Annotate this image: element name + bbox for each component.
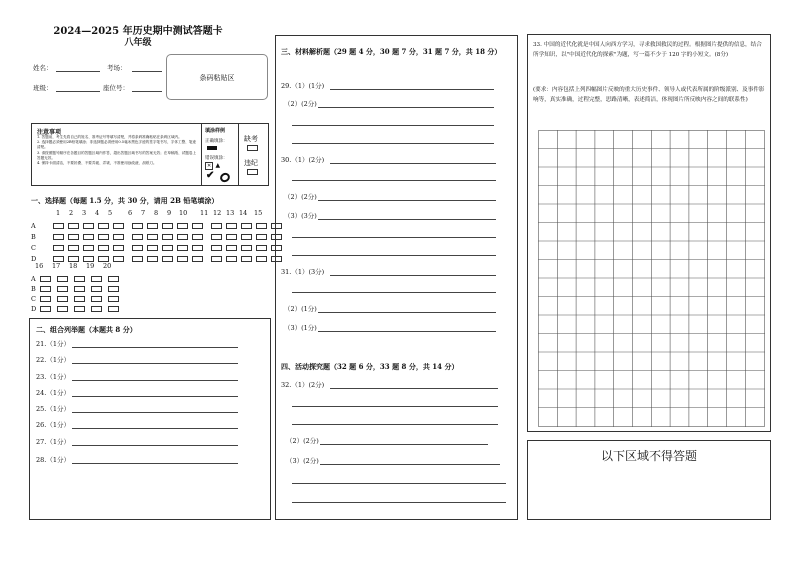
answer-bubble[interactable] (211, 223, 222, 229)
absent-label: 缺考 (244, 135, 258, 143)
q-num: 10 (179, 209, 188, 217)
q29-2-line[interactable] (318, 107, 494, 108)
answer-bubble[interactable] (211, 245, 222, 251)
answer-bubble[interactable] (40, 306, 51, 312)
q-num: 2 (69, 209, 74, 217)
q30-1-line[interactable] (330, 163, 496, 164)
answer-bubble[interactable] (211, 234, 222, 240)
answer-bubble[interactable] (132, 245, 143, 251)
answer-bubble[interactable] (147, 234, 158, 240)
notes-divider-2 (238, 124, 239, 185)
option-label: A (31, 275, 36, 283)
q-num: 11 (200, 209, 209, 217)
note-item: 4. 保持卡面清洁，不要折叠、不要弄破、弄皱，不准使用涂改液、刮纸刀。 (37, 161, 157, 166)
answer-bubble[interactable] (108, 296, 119, 302)
answer-bubble[interactable] (74, 296, 85, 302)
q-num: 9 (167, 209, 172, 217)
answer-bubble[interactable] (192, 256, 203, 262)
q23-label: 23.（1分） (36, 373, 70, 381)
answer-bubble[interactable] (40, 276, 51, 282)
q-num: 6 (128, 209, 133, 217)
answer-bubble[interactable] (108, 306, 119, 312)
option-label: D (31, 305, 37, 313)
answer-bubble[interactable] (177, 223, 188, 229)
answer-bubble[interactable] (53, 234, 64, 240)
notes-title: 注意事项 (37, 129, 62, 136)
answer-bubble[interactable] (226, 245, 237, 251)
choice-row (29, 222, 269, 232)
q32-2-line[interactable] (320, 444, 488, 445)
q21-label: 21.（1分） (36, 340, 70, 348)
essay-grid[interactable] (538, 130, 766, 428)
q32-3-label: （3）(2分) (286, 457, 319, 465)
absent-box[interactable] (247, 145, 258, 151)
q-num: 12 (213, 209, 222, 217)
q24-answer-line[interactable] (72, 396, 238, 397)
check-mark-icon: ✔ (206, 170, 215, 181)
q26-answer-line[interactable] (72, 428, 238, 429)
q30-1-label: 30.（1）(2分) (281, 156, 325, 164)
answer-bubble[interactable] (177, 245, 188, 251)
answer-bubble[interactable] (83, 223, 94, 229)
answer-bubble[interactable] (256, 234, 267, 240)
q29-2-label: （2）(2分) (284, 100, 317, 108)
q-num: 20 (103, 262, 112, 270)
answer-bubble[interactable] (113, 245, 124, 251)
answer-bubble[interactable] (74, 276, 85, 282)
answer-bubble[interactable] (108, 276, 119, 282)
answer-bubble[interactable] (68, 234, 79, 240)
barcode-area (166, 54, 268, 100)
section4-title: 四、活动探究题（32 题 6 分，33 题 8 分，共 14 分） (281, 362, 459, 371)
answer-bubble[interactable] (57, 286, 68, 292)
name-field[interactable] (56, 71, 100, 72)
answer-bubble[interactable] (177, 256, 188, 262)
choice-numbers (29, 209, 269, 219)
answer-bubble[interactable] (40, 286, 51, 292)
option-label: A (31, 222, 36, 230)
q31-3-line[interactable] (318, 331, 496, 332)
answer-bubble[interactable] (74, 306, 85, 312)
answer-bubble[interactable] (98, 234, 109, 240)
q31-1-line-2[interactable] (292, 292, 496, 293)
q31-1-label: 31.（1）(3分) (281, 268, 325, 276)
essay-prompt: 33. 中国的近代化就是中国人向西方学习，寻求救国救民的过程。根据图片提供的信息，结合所学知识，以"中国近代化的探索"为题，写一篇不少于 120 字的小短文。(8分) (533, 42, 762, 58)
answer-bubble[interactable] (162, 245, 173, 251)
answer-bubble[interactable] (226, 256, 237, 262)
no-answer-text: 以下区域不得答题 (600, 449, 697, 463)
correct-fill-label: 正确填涂： (205, 139, 228, 144)
q27-label: 27.（1分） (36, 438, 70, 446)
q25-answer-line[interactable] (72, 412, 238, 413)
answer-bubble[interactable] (241, 256, 252, 262)
answer-bubble[interactable] (74, 286, 85, 292)
q30-2-label: （2）(2分) (284, 193, 317, 201)
q28-label: 28.（1分） (36, 456, 70, 464)
answer-bubble[interactable] (241, 245, 252, 251)
q29-2-line-3[interactable] (292, 143, 494, 144)
answer-bubble[interactable] (241, 234, 252, 240)
name-label: 姓名： (33, 64, 53, 72)
answer-bubble[interactable] (53, 245, 64, 251)
answer-bubble[interactable] (256, 256, 267, 262)
class-field[interactable] (56, 91, 100, 92)
q-num: 4 (95, 209, 100, 217)
seat-field[interactable] (132, 91, 162, 92)
q-num: 1 (56, 209, 61, 217)
answer-bubble[interactable] (226, 223, 237, 229)
answer-bubble[interactable] (68, 223, 79, 229)
q27-answer-line[interactable] (72, 445, 238, 446)
q31-3-label: （3）(1分) (284, 324, 317, 332)
q-num: 7 (141, 209, 146, 217)
answer-bubble[interactable] (241, 223, 252, 229)
grade-subtitle: 八年级 (124, 38, 152, 48)
answer-bubble[interactable] (91, 276, 102, 282)
wrong-fill-samples-icon: ✕ ▲ (207, 162, 221, 169)
q30-3-label: （3）(3分) (284, 212, 317, 220)
notes-box (31, 123, 269, 186)
answer-bubble[interactable] (91, 306, 102, 312)
answer-bubble[interactable] (192, 234, 203, 240)
answer-bubble[interactable] (53, 223, 64, 229)
essay-requirement: (要求：内容包括上列四幅图片反映的重大历史事件、领导人或代表所属的阶级派别、及事件影响等，真实准确，过程完整，思路清晰，表述简洁，体现图片所反映内容之间的联系性) (533, 87, 765, 103)
q32-3-line-3[interactable] (292, 502, 506, 503)
q-num: 18 (69, 262, 78, 270)
option-label: C (31, 295, 36, 303)
q29-2-line-2[interactable] (292, 125, 494, 126)
violation-label: 违纪 (244, 159, 258, 167)
q-num: 3 (82, 209, 87, 217)
answer-bubble[interactable] (211, 256, 222, 262)
q30-3-line[interactable] (318, 219, 496, 220)
choice-grid-1 (29, 209, 269, 265)
answer-bubble[interactable] (57, 276, 68, 282)
notes-divider (201, 124, 202, 185)
choice-grid-2 (29, 262, 149, 315)
answer-bubble[interactable] (256, 223, 267, 229)
note-item: 2. 选择题必须使用2B铅笔填涂；非选择题必须使用0.5毫米黑色字迹的签字笔书写，字体工整、笔迹清楚。 (37, 140, 196, 150)
seat-label: 座位号： (103, 84, 129, 92)
violation-box[interactable] (247, 169, 258, 175)
answer-bubble[interactable] (132, 223, 143, 229)
note-item: 3. 请按照题号顺序在各题目的答题区域内作答，超出答题区域书写的答案无效；在草稿纸、试题卷上答题无效。 (37, 150, 197, 160)
choice-row (29, 295, 149, 305)
option-label: D (31, 255, 37, 263)
q-num: 14 (239, 209, 248, 217)
correct-fill-icon (207, 146, 217, 150)
q-num: 15 (254, 209, 263, 217)
answer-bubble[interactable] (57, 306, 68, 312)
choice-row (29, 233, 269, 243)
answer-bubble[interactable] (108, 286, 119, 292)
option-label: B (31, 285, 36, 293)
answer-bubble[interactable] (162, 223, 173, 229)
answer-bubble[interactable] (113, 234, 124, 240)
fill-sample-title: 填涂样例 (205, 128, 226, 134)
section1-title: 一、选择题（每题 1.5 分，共 30 分，请用 2B 铅笔填涂） (31, 196, 219, 205)
q32-1-label: 32.（1）(2分) (281, 381, 325, 389)
q21-answer-line[interactable] (72, 347, 238, 348)
q24-label: 24.（1分） (36, 389, 70, 397)
answer-bubble[interactable] (98, 245, 109, 251)
answer-bubble[interactable] (91, 296, 102, 302)
answer-bubble[interactable] (147, 223, 158, 229)
q-num: 5 (108, 209, 113, 217)
q30-3-line-3[interactable] (292, 255, 496, 256)
wrong-fill-label: 错误填涂： (205, 156, 228, 161)
answer-bubble[interactable] (162, 234, 173, 240)
answer-bubble[interactable] (91, 286, 102, 292)
answer-bubble[interactable] (40, 296, 51, 302)
choice-row (29, 244, 269, 254)
room-field[interactable] (132, 71, 162, 72)
q30-2-line[interactable] (318, 200, 496, 201)
q-num: 16 (35, 262, 44, 270)
answer-bubble[interactable] (162, 256, 173, 262)
barcode-label: 条码粘贴区 (199, 74, 235, 82)
answer-bubble[interactable] (83, 245, 94, 251)
note-item: 1. 答题前，考生先将自己的姓名、准考证号等填写清楚，并将条码准确粘贴在条码区域内。 (37, 135, 182, 139)
q30-1-line-2[interactable] (292, 180, 496, 181)
q-num: 17 (52, 262, 61, 270)
choice-row (29, 285, 149, 295)
answer-bubble[interactable] (192, 223, 203, 229)
page-title: 2024—2025 年历史期中测试答题卡 (53, 26, 223, 37)
ellipse-mark-icon (218, 171, 231, 184)
option-label: B (31, 233, 36, 241)
q29-1-label: 29.（1）(1分) (281, 82, 325, 90)
section3-title: 三、材料解析题（29 题 4 分，30 题 7 分，31 题 7 分，共 18 分） (281, 47, 502, 56)
no-answer-box (527, 440, 771, 520)
q32-3-line-2[interactable] (292, 483, 506, 484)
answer-bubble[interactable] (57, 296, 68, 302)
q-num: 8 (154, 209, 159, 217)
answer-bubble[interactable] (68, 245, 79, 251)
answer-bubble[interactable] (226, 234, 237, 240)
q28-answer-line[interactable] (72, 463, 238, 464)
answer-bubble[interactable] (83, 234, 94, 240)
q23-answer-line[interactable] (72, 380, 238, 381)
q-num: 19 (86, 262, 95, 270)
notes-list (37, 135, 197, 166)
option-label: C (31, 244, 36, 252)
class-label: 班级： (33, 84, 53, 92)
answer-bubble[interactable] (177, 234, 188, 240)
q32-1-line-2[interactable] (292, 406, 498, 407)
choice-numbers (29, 262, 149, 272)
answer-bubble[interactable] (98, 223, 109, 229)
choice-row (29, 275, 149, 285)
q26-label: 26.（1分） (36, 421, 70, 429)
q31-2-line[interactable] (318, 312, 496, 313)
q32-1-line-3[interactable] (292, 424, 498, 425)
q31-1-line[interactable] (330, 275, 496, 276)
answer-bubble[interactable] (113, 223, 124, 229)
q32-1-line[interactable] (330, 388, 498, 389)
choice-row (29, 305, 149, 315)
room-label: 考场： (107, 64, 127, 72)
q31-2-label: （2）(1分) (284, 305, 317, 313)
answer-bubble[interactable] (147, 245, 158, 251)
q-num: 13 (226, 209, 235, 217)
answer-bubble[interactable] (132, 234, 143, 240)
q22-label: 22.（1分） (36, 356, 70, 364)
q22-answer-line[interactable] (72, 363, 238, 364)
q32-3-line[interactable] (320, 464, 500, 465)
answer-bubble[interactable] (256, 245, 267, 251)
q32-2-label: （2）(2分) (286, 437, 319, 445)
section2-title: 二、组合列举题（本题共 8 分） (36, 325, 137, 334)
q29-1-line[interactable] (330, 89, 494, 90)
q30-3-line-2[interactable] (292, 237, 496, 238)
answer-bubble[interactable] (192, 245, 203, 251)
section2-box (29, 318, 271, 520)
q25-label: 25.（1分） (36, 405, 70, 413)
